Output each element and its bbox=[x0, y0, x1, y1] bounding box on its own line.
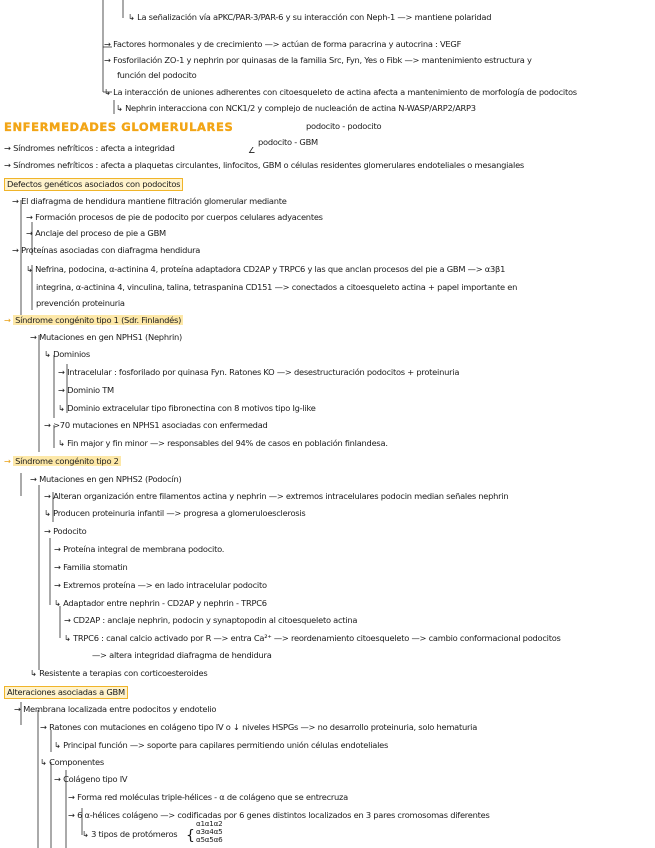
section-heading: → Síndrome congénito tipo 2 bbox=[4, 456, 119, 466]
protomer-type: α3α4α5 bbox=[196, 827, 223, 836]
section-title: ENFERMEDADES GLOMERULARES bbox=[4, 120, 234, 134]
note-line: ↳ Nephrin interacciona con NCK1/2 y complejo de nucleación de actina N-WASP/ARP2/ARP3 bbox=[116, 103, 476, 113]
note-line: → El diafragma de hendidura mantiene filtración glomerular mediante bbox=[12, 196, 287, 206]
note-line: ↳ Fin major y fin minor —> responsables del 94% de casos en población finlandesa. bbox=[58, 438, 388, 448]
protomer-type: α1α1α2 bbox=[196, 819, 223, 828]
note-line: ↳ Dominios bbox=[44, 349, 90, 359]
note-line: → Factores hormonales y de crecimiento —> actúan de forma paracrina y autocrina : VEGF bbox=[104, 39, 462, 49]
note-line: → CD2AP : anclaje nephrin, podocin y synaptopodin al citoesqueleto actina bbox=[64, 615, 358, 625]
section-heading: Defectos genéticos asociados con podocitos bbox=[4, 178, 183, 191]
note-line: → Proteínas asociadas con diafragma hendidura bbox=[12, 245, 201, 255]
note-line: → Alteran organización entre filamentos actina y nephrin —> extremos intracelulares podocin median señales nephrin bbox=[44, 491, 509, 501]
heading-text: Síndrome congénito tipo 2 bbox=[15, 456, 119, 466]
brace-symbol: { bbox=[186, 828, 195, 844]
note-line: prevención proteinuria bbox=[36, 298, 125, 308]
section-heading: → Síndrome congénito tipo 1 (Sdr. Finlandés) bbox=[4, 315, 182, 325]
note-line: → Formación procesos de pie de podocito por cuerpos celulares adyacentes bbox=[26, 212, 323, 222]
heading-text: Síndrome congénito tipo 1 (Sdr. Finlandés) bbox=[15, 315, 182, 325]
note-line: → >70 mutaciones en NPHS1 asociadas con enfermedad bbox=[44, 420, 268, 430]
note-line: ↳ TRPC6 : canal calcio activado por R —> entra Ca²⁺ —> reordenamiento citoesqueleto —> cambio conformacional podocitos bbox=[64, 633, 561, 643]
note-line: ↳ La señalización vía aPKC/PAR-3/PAR-6 y su interacción con Neph-1 —> mantiene polaridad bbox=[128, 12, 492, 22]
note-line: → Membrana localizada entre podocitos y endotelio bbox=[14, 704, 217, 714]
note-line: ↳ Componentes bbox=[40, 757, 104, 767]
note-line: → Colágeno tipo IV bbox=[54, 774, 128, 784]
note-line: → Intracelular : fosforilado por quinasa Fyn. Ratones KO —> desestructuración podocitos + proteinuria bbox=[58, 367, 460, 377]
note-line: → Síndromes nefríticos : afecta a integridad bbox=[4, 143, 175, 153]
protomer-type: α5α5α6 bbox=[196, 835, 223, 844]
note-line: → Forma red moléculas triple-hélices - α de colágeno que se entrecruza bbox=[68, 792, 348, 802]
note-line: —> altera integridad diafragma de hendidura bbox=[92, 650, 272, 660]
note-line: ↳ Producen proteinuria infantil —> progresa a glomeruloesclerosis bbox=[44, 508, 306, 518]
note-line: → Ratones con mutaciones en colágeno tipo IV o ↓ niveles HSPGs —> no desarrollo proteinuria, solo hematuria bbox=[40, 722, 478, 732]
note-line: ↳ Resistente a terapias con corticoesteroides bbox=[30, 668, 208, 678]
note-line: integrina, α-actinina 4, vinculina, talina, tetraspanina CD151 —> conectados a citoesqueleto actina + papel importante en bbox=[36, 282, 518, 292]
note-line: → Mutaciones en gen NPHS1 (Nephrin) bbox=[30, 332, 183, 342]
note-line: → Anclaje del proceso de pie a GBM bbox=[26, 228, 166, 238]
note-line: → Síndromes nefríticos : afecta a plaquetas circulantes, linfocitos, GBM o células residentes glomerulares endoteliales o mesangiales bbox=[4, 160, 524, 170]
note-line: ↳ La interacción de uniones adherentes con citoesqueleto de actina afecta a mantenimiento de morfología de podocitos bbox=[104, 87, 577, 97]
note-line: ↳ Adaptador entre nephrin - CD2AP y nephrin - TRPC6 bbox=[54, 598, 267, 608]
note-line: ↳ Dominio extracelular tipo fibronectina con 8 motivos tipo Ig-like bbox=[58, 403, 316, 413]
note-line: → Proteína integral de membrana podocito. bbox=[54, 544, 225, 554]
note-line: → Podocito bbox=[44, 526, 87, 536]
note-line: → Mutaciones en gen NPHS2 (Podocín) bbox=[30, 474, 182, 484]
note-line: → Extremos proteína —> en lado intracelular podocito bbox=[54, 580, 267, 590]
note-line: ↳ Nefrina, podocina, α-actinina 4, proteína adaptadora CD2AP y TRPC6 y las que anclan procesos del pie a GBM —> α3β1 bbox=[26, 264, 506, 274]
note-line: podocito - podocito bbox=[306, 121, 382, 131]
note-line: podocito - GBM bbox=[258, 137, 318, 147]
angle-symbol: ∠ bbox=[248, 145, 256, 155]
section-heading: Alteraciones asociadas a GBM bbox=[4, 686, 128, 699]
note-line: función del podocito bbox=[117, 70, 197, 80]
note-line: → Fosforilación ZO-1 y nephrin por quinasas de la familia Src, Fyn, Yes o Fibk —> mantenimiento estructura y bbox=[104, 55, 532, 65]
note-line: → 6 α-hélices colágeno —> codificadas por 6 genes distintos localizados en 3 pares cromosomas diferentes bbox=[68, 810, 490, 820]
note-line: ↳ 3 tipos de protómeros bbox=[82, 829, 178, 839]
note-line: → Familia stomatin bbox=[54, 562, 128, 572]
note-line: ↳ Principal función —> soporte para capilares permitiendo unión células endoteliales bbox=[54, 740, 389, 750]
note-line: → Dominio TM bbox=[58, 385, 114, 395]
